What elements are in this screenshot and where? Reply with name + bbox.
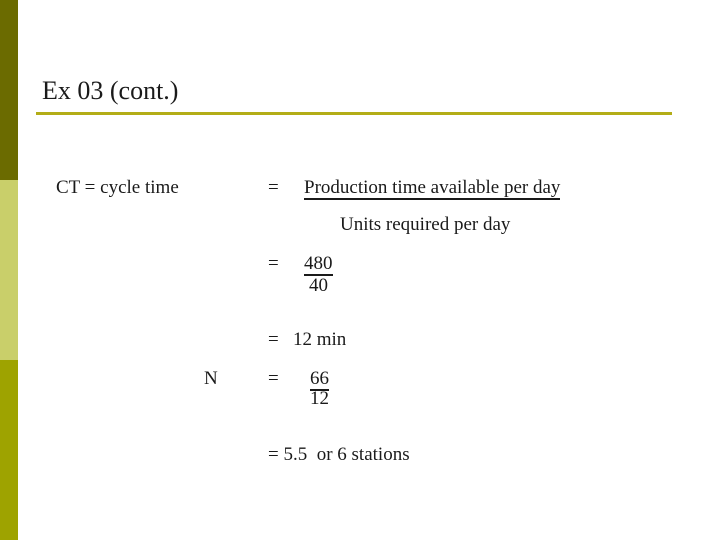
slide-title: Ex 03 (cont.): [42, 76, 179, 105]
fraction2-numerator: 480: [304, 253, 333, 274]
result-stations: = 5.5 or 6 stations: [268, 444, 410, 465]
left-bar-bottom: [0, 360, 18, 540]
left-bar-top: [0, 0, 18, 180]
left-bar-middle: [0, 180, 18, 360]
result-cycle-time: = 12 min: [268, 329, 347, 350]
ct-label: CT = cycle time: [56, 177, 179, 198]
fraction3-numerator: 66: [310, 368, 329, 389]
equals-sign-3: =: [268, 368, 279, 389]
fraction2-denominator: 40: [309, 275, 328, 296]
fraction3-denominator: 12: [310, 388, 329, 409]
n-label: N: [204, 368, 218, 389]
fraction-numerator: Production time available per day: [304, 177, 561, 198]
fraction-denominator: Units required per day: [340, 214, 511, 235]
title-rule: [36, 112, 672, 115]
equals-sign-1: =: [268, 177, 279, 198]
equals-sign-2: =: [268, 253, 279, 274]
